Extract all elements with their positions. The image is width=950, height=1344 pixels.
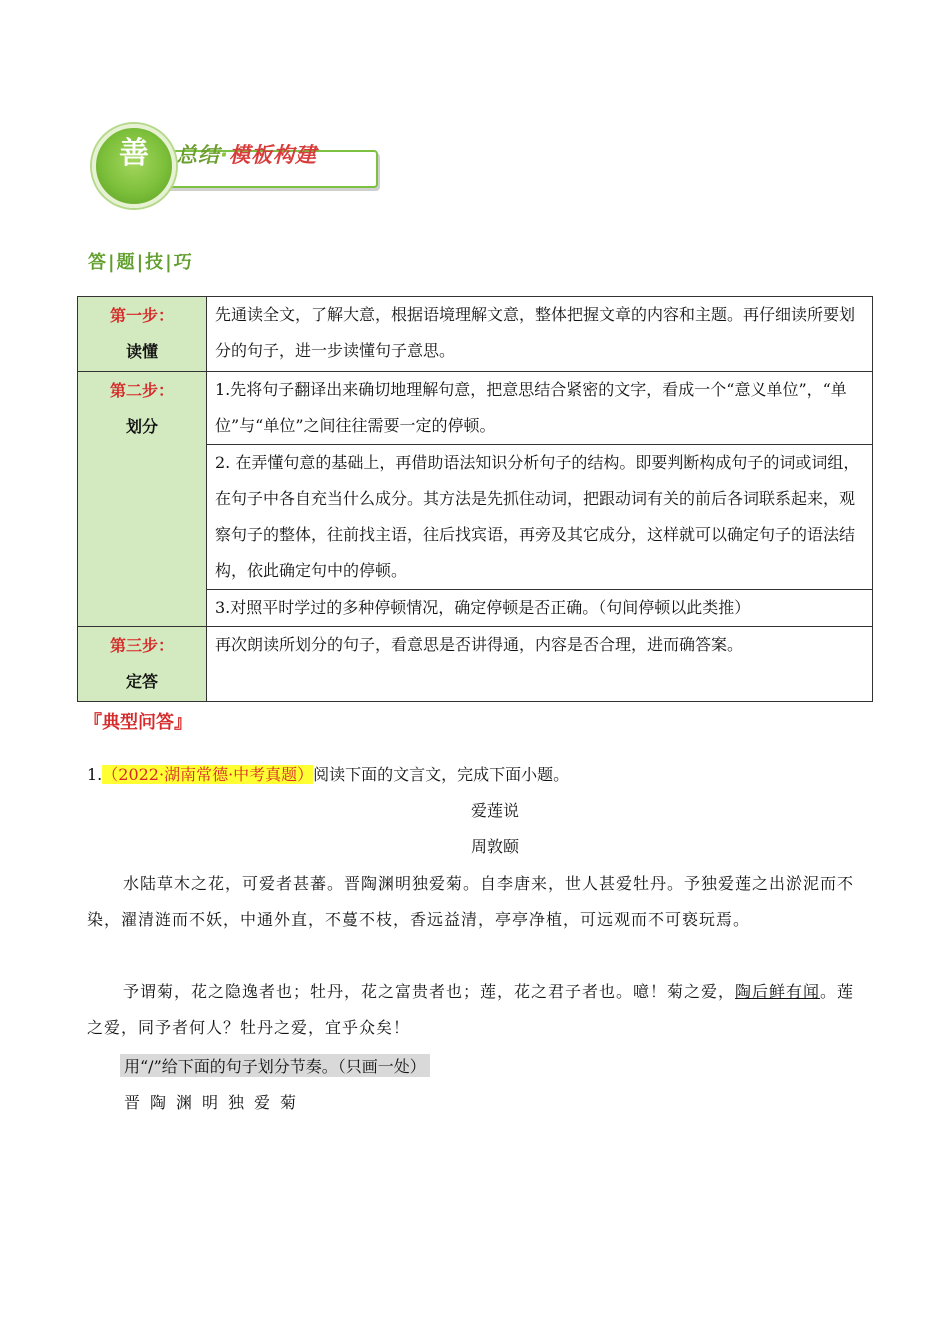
header-title bbox=[176, 139, 317, 169]
underlined-phrase: 陶后鲜有闻 bbox=[735, 982, 821, 1001]
step-number: 第二步： bbox=[109, 381, 174, 400]
step-cell bbox=[78, 627, 207, 702]
passage-paragraph bbox=[87, 974, 857, 1046]
step-text: 2. 在弄懂句意的基础上，再借助语法知识分析句子的结构。即要判断构成句子的词或词组，在句子中各自充当什么成分。其方法是先抓住动词，把跟动词有关的前后各词联系起来，观察句子的整体，往前找主语，往后找宾语，再旁及其它成分，这样就可以确定句子的语法结构，依此确定句中的停顿。 bbox=[207, 445, 873, 590]
header-title-part1: 总结 bbox=[176, 143, 220, 167]
section-label: 答|题|技|巧 bbox=[88, 252, 194, 273]
question-line bbox=[87, 762, 569, 785]
passage-author: 周敦颐 bbox=[470, 837, 519, 856]
task-instruction: 用“/”给下面的句子划分节奏。（只画一处） bbox=[120, 1054, 430, 1077]
header-title-dot: · bbox=[220, 143, 229, 167]
question-number: 1. bbox=[87, 765, 103, 784]
question-prompt: 阅读下面的文言文，完成下面小题。 bbox=[313, 765, 570, 784]
step-text: 1.先将句子翻译出来确切地理解句意，把意思结合紧密的文字，看成一个“意义单位”，“单位”与“单位”之间往往需要一定的停顿。 bbox=[207, 372, 873, 445]
steps-table bbox=[77, 296, 873, 702]
paragraph-text: 予谓菊，花之隐逸者也；牡丹，花之富贵者也；莲，花之君子者也。噫！菊之爱， bbox=[123, 982, 736, 1001]
question-source: （2022·湖南常德·中考真题） bbox=[102, 765, 314, 784]
step-text: 3.对照平时学过的多种停顿情况，确定停顿是否正确。（句间停顿以此类推） bbox=[207, 590, 873, 627]
answer-sentence: 晋陶渊明独爱菊 bbox=[124, 1093, 307, 1112]
table-row bbox=[78, 297, 873, 372]
passage-paragraph: 水陆草木之花，可爱者甚蕃。晋陶渊明独爱菊。自李唐来，世人甚爱牡丹。予独爱莲之出淤泥而不染，濯清涟而不妖，中通外直，不蔓不枝，香远益清，亭亭净植，可远观而不可亵玩焉。 bbox=[87, 874, 855, 929]
paragraph-text: 。莲之爱，同予者何人？牡丹之爱，宜乎众矣！ bbox=[87, 982, 855, 1037]
step-number: 第三步： bbox=[109, 636, 174, 655]
step-cell bbox=[78, 372, 207, 627]
step-number: 第一步： bbox=[109, 306, 174, 325]
step-text: 再次朗读所划分的句子，看意思是否讲得通，内容是否合理，进而确答案。 bbox=[207, 627, 873, 702]
step-cell bbox=[78, 297, 207, 372]
table-row bbox=[78, 372, 873, 445]
step-name: 读懂 bbox=[125, 342, 158, 361]
step-text: 先通读全文，了解大意，根据语境理解文意，整体把握文章的内容和主题。再仔细读所要划分的句子，进一步读懂句子意思。 bbox=[207, 297, 873, 372]
typical-heading: 『典型问答』 bbox=[84, 712, 192, 733]
step-name: 定答 bbox=[125, 672, 158, 691]
header-title-part2: 模板构建 bbox=[228, 143, 317, 167]
passage-title: 爱莲说 bbox=[470, 801, 519, 820]
header-badge-char: 善 bbox=[119, 136, 149, 171]
step-name: 划分 bbox=[125, 417, 158, 436]
table-row bbox=[78, 627, 873, 702]
